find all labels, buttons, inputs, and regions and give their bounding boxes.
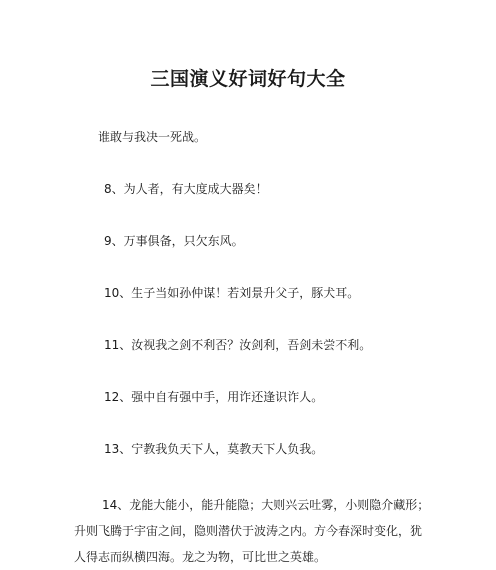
quote-line: 谁敢与我决一死战。: [98, 130, 207, 144]
quote-line: 10、生子当如孙仲谋！若刘景升父子，豚犬耳。: [104, 286, 360, 300]
quote-line: 8、为人者，有大度成大器矣！: [104, 182, 268, 196]
quote-line: 11、汝视我之剑不利否？汝剑利，吾剑未尝不利。: [104, 338, 372, 352]
quote-line: 12、强中自有强中手，用诈还逢识诈人。: [104, 390, 324, 404]
paragraph-row: 14、龙能大能小，能升能隐；大则兴云吐雾，小则隐介藏形；: [102, 498, 430, 512]
quote-line: 13、宁教我负天下人，莫教天下人负我。: [104, 442, 324, 456]
quote-line: 9、万事俱备，只欠东风。: [104, 234, 244, 248]
quote-paragraph: [74, 492, 430, 570]
paragraph-row: 人得志而纵横四海。龙之为物，可比世之英雄。: [74, 550, 327, 564]
document-title: 三国演义好词好句大全: [150, 68, 346, 90]
paragraph-row: 升则飞腾于宇宙之间，隐则潜伏于波涛之内。方今春深时变化，犹: [74, 524, 423, 538]
